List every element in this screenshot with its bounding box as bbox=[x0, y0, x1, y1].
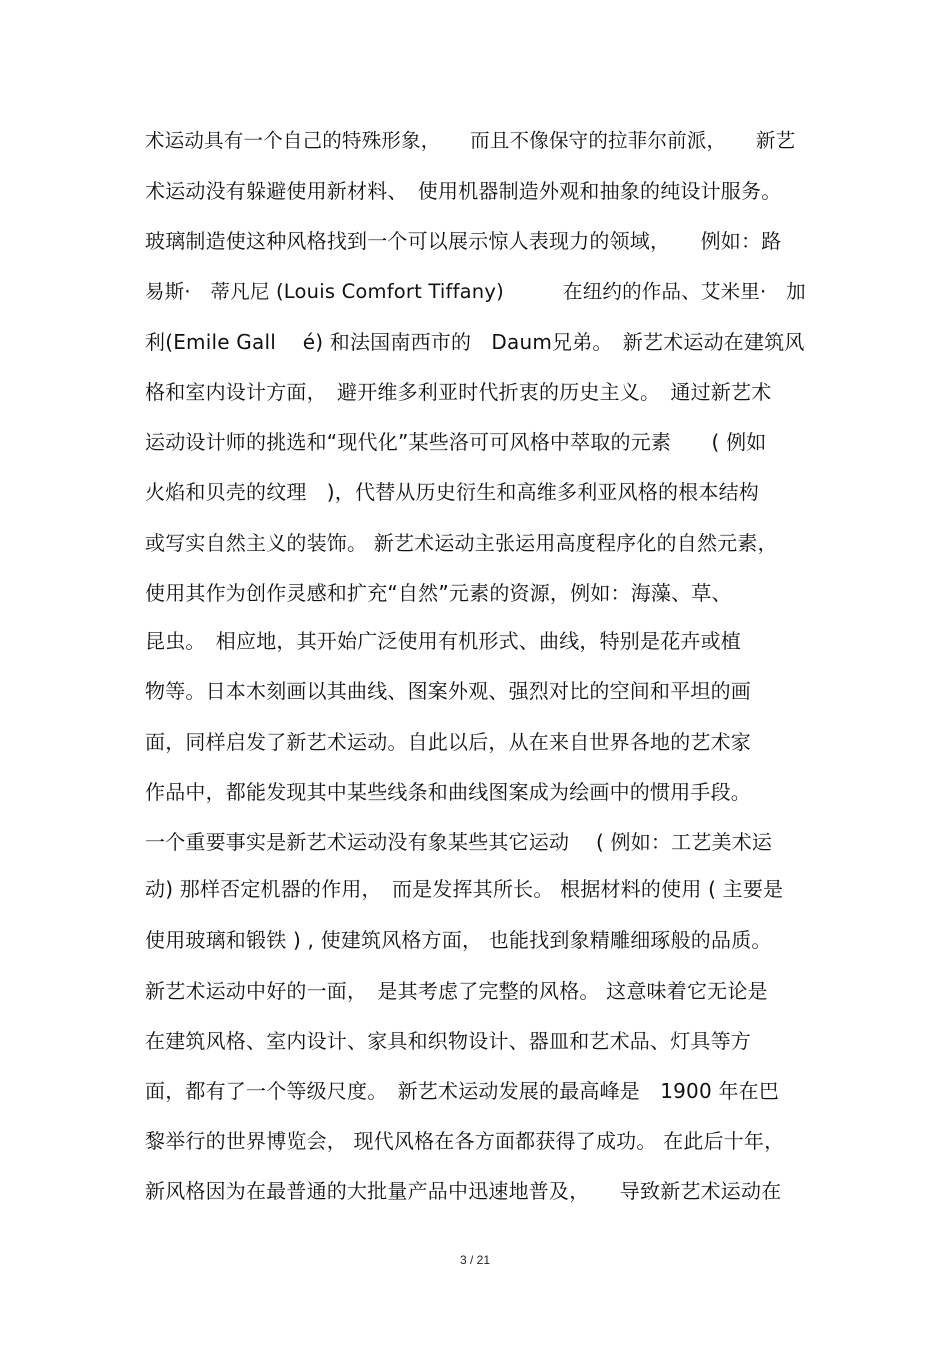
text-line: 运动设计师的挑选和“现代化”某些洛可可风格中萃取的元素 ( 例如 bbox=[145, 430, 767, 454]
text-line: 物等。日本木刻画以其曲线、图案外观、强烈对比的空间和平坦的画 bbox=[145, 679, 751, 703]
text-line: 格和室内设计方面， 避开维多利亚时代折衷的历史主义。 通过新艺术 bbox=[145, 380, 772, 404]
text-line: 在建筑风格、室内设计、家具和织物设计、器皿和艺术品、灯具等方 bbox=[145, 1029, 751, 1053]
text-line: 新艺术运动中好的一面， 是其考虑了完整的风格。 这意味着它无论是 bbox=[145, 979, 768, 1003]
text-line: 动) 那样否定机器的作用， 而是发挥其所长。 根据材料的使用 ( 主要是 bbox=[145, 877, 784, 901]
text-line: 使用其作为创作灵感和扩充“自然”元素的资源，例如：海藻、草、 bbox=[145, 581, 732, 605]
text-line: 或写实自然主义的装饰。 新艺术运动主张运用高度程序化的自然元素， bbox=[145, 531, 778, 555]
text-line: 一个重要事实是新艺术运动没有象某些其它运动 ( 例如：工艺美术运 bbox=[145, 830, 773, 854]
text-line: 使用玻璃和锻铁 ) , 使建筑风格方面， 也能找到象精雕细琢般的品质。 bbox=[145, 928, 772, 952]
text-line: 火焰和贝壳的纹理 )，代替从历史衍生和高维多利亚风格的根本结构 bbox=[145, 480, 760, 504]
text-line: 术运动没有躲避使用新材料、 使用机器制造外观和抽象的纯设计服务。 bbox=[145, 179, 782, 203]
page-number: 3 / 21 bbox=[459, 1253, 491, 1267]
text-line: 术运动具有一个自己的特殊形象， 而且不像保守的拉菲尔前派， 新艺 bbox=[145, 129, 796, 152]
text-line: 黎举行的世界博览会， 现代风格在各方面都获得了成功。 在此后十年， bbox=[145, 1129, 785, 1153]
text-line: 利(Emile Gall é) 和法国南西市的 Daum兄弟。 新艺术运动在建筑风 bbox=[145, 330, 805, 354]
text-line: 玻璃制造使这种风格找到一个可以展示惊人表现力的领域， 例如：路 bbox=[145, 229, 782, 253]
text-line: 昆虫。 相应地，其开始广泛使用有机形式、曲线，特别是花卉或植 bbox=[145, 629, 741, 653]
text-line: 作品中，都能发现其中某些线条和曲线图案成为绘画中的惯用手段。 bbox=[145, 780, 751, 804]
text-line: 新风格因为在最普通的大批量产品中迅速地普及， 导致新艺术运动在 bbox=[145, 1179, 782, 1203]
text-line: 易斯· 蒂凡尼 (Louis Comfort Tiffany) 在纽约的作品、艾米里· 加 bbox=[145, 280, 806, 303]
text-line: 面，同样启发了新艺术运动。自此以后，从在来自世界各地的艺术家 bbox=[145, 730, 751, 754]
text-line: 面，都有了一个等级尺度。 新艺术运动发展的最高峰是 1900 年在巴 bbox=[145, 1079, 780, 1103]
